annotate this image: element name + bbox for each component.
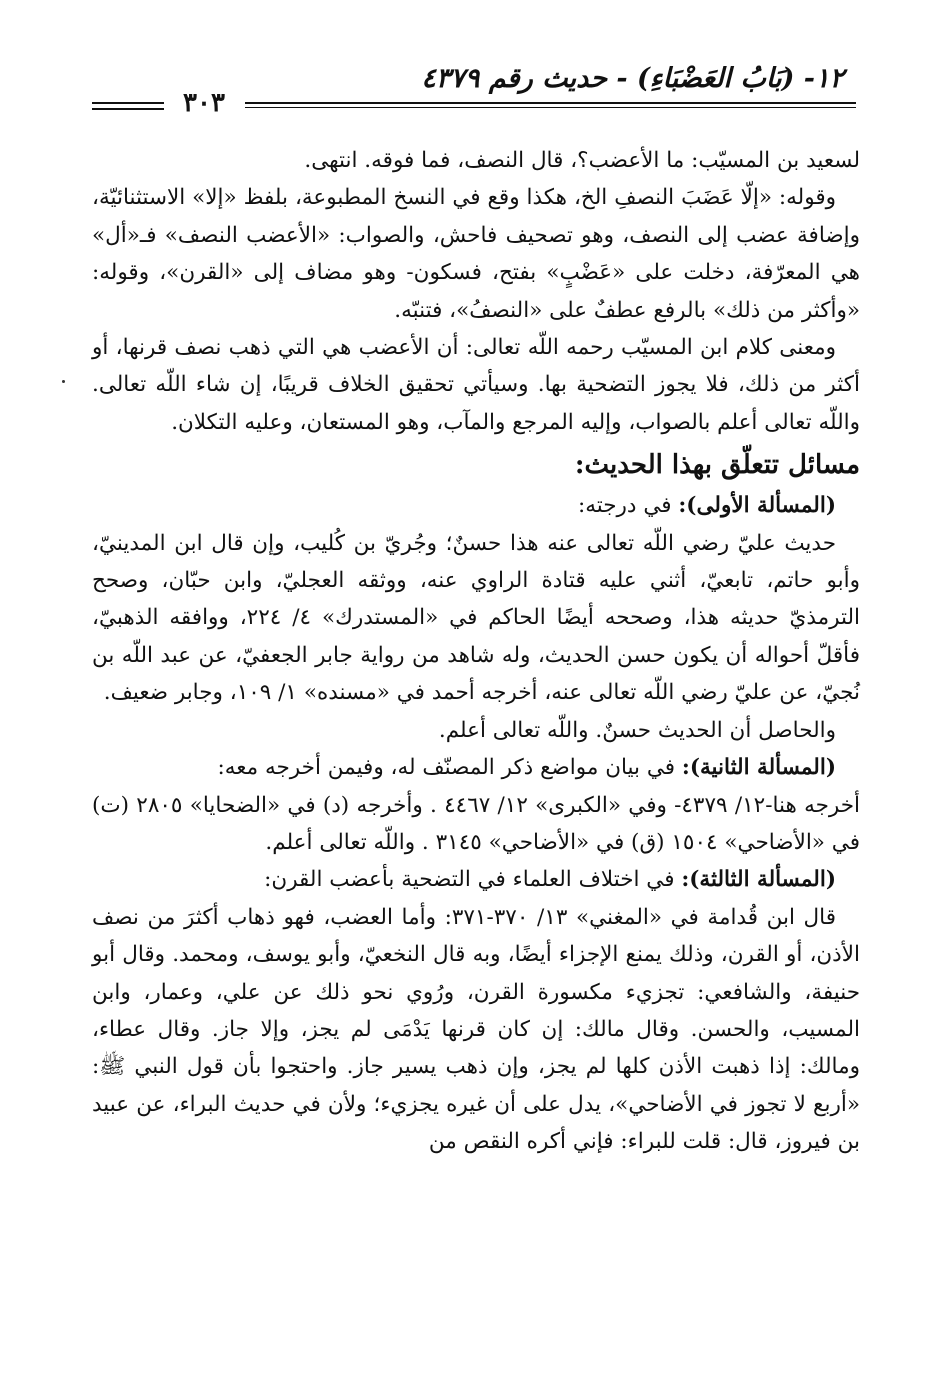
paragraph: لسعيد بن المسيّب: ما الأعضب؟، قال النصف، فما فوقه. انتهى. <box>304 148 860 173</box>
issue-label: (المسألة الثالثة): <box>681 867 836 893</box>
section-heading: مسائل تتعلّق بهذا الحديث: <box>574 450 860 481</box>
issue-heading <box>92 861 860 898</box>
paragraph: والحاصل أن الحديث حسنٌ. واللّه تعالى أعلم. <box>438 717 836 743</box>
paragraph: وقوله: «إلّا عَضَبَ النصفِ الخ، هكذا وقع في النسخ المطبوعة، بلفظ «إلا» الاستثنائيّة، وإضافة عضب إلى النصف، وهو تصحيف فاحش، والصواب: «الأعضب النصف» فـ«أل» هي المعرّفة، دخلت على «عَضْبٍ» بفتح، فسكون- وهو مضاف إلى «القرن»، وقوله: «وأكثر من ذلك» بالرفع عطفٌ على «النصفُ»، فتنبّه. <box>92 185 860 323</box>
issue-title: في بيان مواضع ذكر المصنّف له، وفيمن أخرجه معه: <box>217 755 682 781</box>
issue-heading <box>92 487 860 524</box>
running-head-title: ١٢- (بَابُ العَضْبَاءِ) - حديث رقم ٤٣٧٩ <box>421 63 844 94</box>
body-text <box>92 142 860 1161</box>
stray-mark <box>62 380 65 383</box>
paragraph: ومعنى كلام ابن المسيّب رحمه اللّه تعالى: أن الأعضب هي التي ذهب نصف قرنها، أو أكثر من ذلك، فلا يجوز التضحية بها. وسيأتي تحقيق الخلاف قريبًا، إن شاء اللّه تعالى. واللّه تعالى أعلم بالصواب، وإليه المرجع والمآب، وهو المستعان، وعليه التكلان. <box>92 335 860 435</box>
issue-label: (المسألة الثانية): <box>681 755 836 781</box>
paragraph: قال ابن قُدامة في «المغني» ١٣/ ٣٧٠-٣٧١: وأما العضب، فهو ذهاب أكثرَ من نصف الأذن، أو القرن، وذلك يمنع الإجزاء أيضًا، وبه قال النخعيّ، وأبو يوسف، ومحمد. وقال أبو حنيفة، والشافعي: تجزيء مكسورة القرن، ورُوي نحو ذلك عن علي، وعمار، وابن المسيب، والحسن. وقال مالك: إن كان قرنها يَدْمَى لم يجز، وإلا جاز. وقال عطاء، ومالك: إذا ذهبت الأذن كلها لم يجز، وإن ذهب يسير جاز. واحتجوا بأن قول النبي ﷺ: «أربع لا تجوز في الأضاحي»، يدل على أن غيره يجزيء؛ ولأن في حديث البراء، عن عبيد بن فيروز، قال: قلت للبراء: فإني أكره النقص من <box>92 904 860 1155</box>
paragraph: أخرجه هنا-١٢/ ٤٣٧٩- وفي «الكبرى» ١٢/ ٤٤٦٧ . وأخرجه (د) في «الضحايا» ٢٨٠٥ (ت) في «الأضاحي» ١٥٠٤ (ق) في «الأضاحي» ٣١٤٥ . واللّه تعالى أعلم. <box>92 792 861 855</box>
issue-title: في درجته: <box>578 493 679 519</box>
issue-title: في اختلاف العلماء في التضحية بأعضب القرن: <box>264 867 682 893</box>
header-rule <box>245 102 856 108</box>
paragraph: حديث عليّ رضي اللّه تعالى عنه هذا حسنٌ؛ وجُريّ بن كُليب، وإن قال ابن المدينيّ، وأبو حاتم، تابعيّ، أثني عليه قتادة الراوي عنه، ووثقه العجليّ، وابن حبّان، وصحح الترمذيّ حديثه هذا، وصححه أيضًا الحاكم في «المستدرك» ٤/ ٢٢٤، ووافقه الذهبيّ، فأقلّ أحواله أن يكون حسن الحديث، وله شاهد من رواية جابر الجعفيّ، عن عبد اللّه بن نُجيّ، عن عليّ رضي اللّه تعالى عنه، أخرجه أحمد في «مسنده» ١/ ١٠٩، وجابر ضعيف. <box>92 530 860 706</box>
page-number-rule <box>92 102 164 110</box>
page-number: ٣٠٣ <box>183 88 225 118</box>
issue-label: (المسألة الأولى): <box>678 493 836 519</box>
issue-heading <box>92 749 860 786</box>
